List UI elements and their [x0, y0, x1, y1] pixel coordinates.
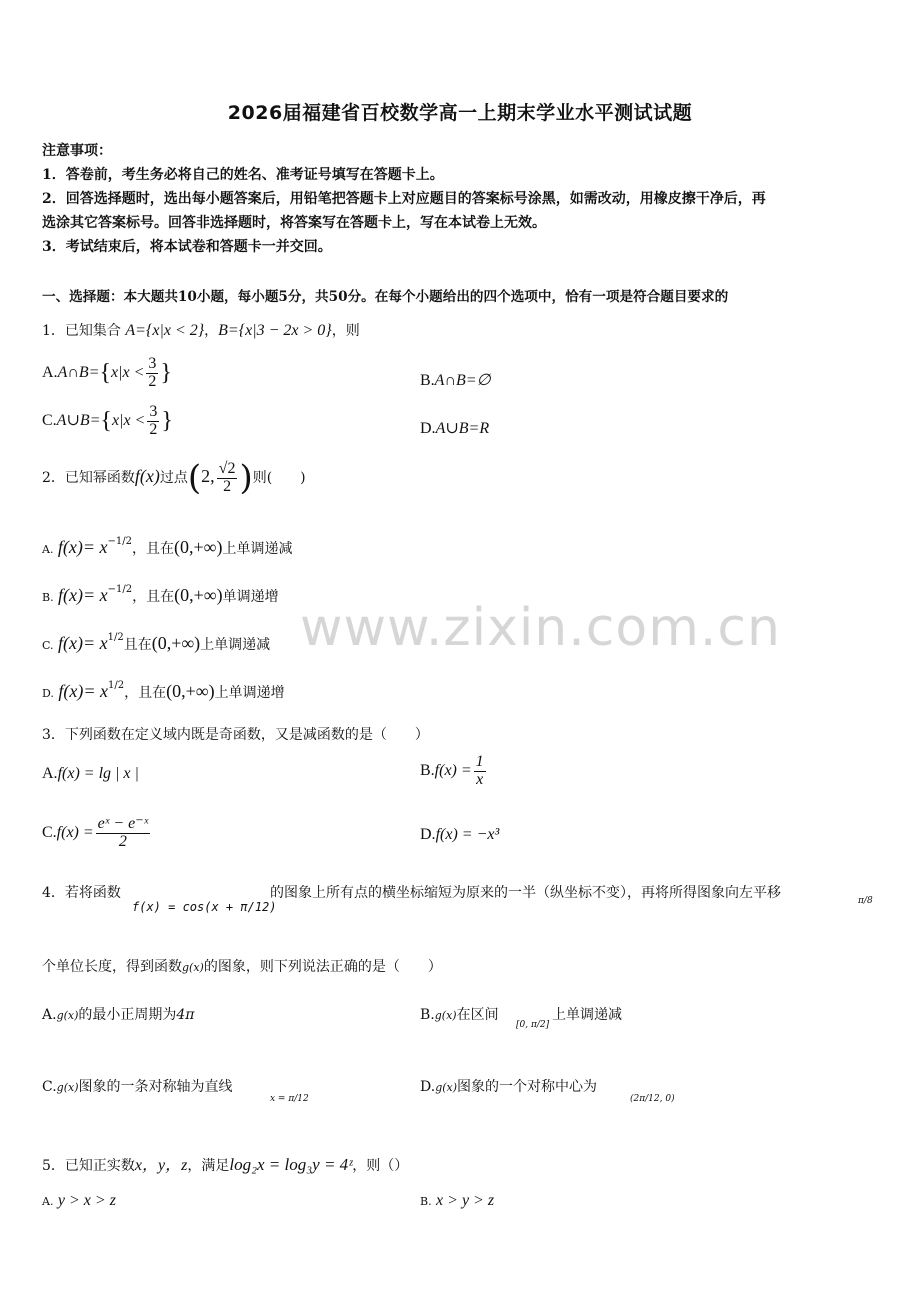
q2-d-tail: 上单调递增 [214, 685, 285, 701]
q1-d-expr: A∪B=R [435, 420, 490, 437]
q2-option-a [42, 536, 293, 558]
q2-option-b [42, 584, 279, 606]
q4-gx: g(x) [182, 961, 204, 974]
q4-option-d [420, 1076, 597, 1096]
q2-a-text: ，且在 [132, 541, 175, 557]
q1-option-c [42, 404, 173, 439]
q4-stem-2 [42, 956, 442, 976]
q1-a-label: A. [42, 363, 58, 381]
q3-option-a [42, 765, 139, 783]
q5-b-expr: x > y > z [436, 1192, 495, 1209]
q4-a-label: A. [42, 1007, 57, 1023]
q1-c-brace-close: } [161, 407, 173, 434]
q4-a-val: 4π [176, 1007, 195, 1023]
q1-a-fraction [146, 356, 158, 391]
q4-c-line: x = π/12 [270, 1094, 309, 1104]
q2-c-tail: 上单调递减 [200, 637, 271, 653]
q4-d-gx: g(x) [435, 1081, 458, 1094]
q4-function: f(x) = cos(x + π/12) [132, 900, 277, 914]
q1-c-frac-num: 3 [149, 403, 158, 420]
q4-b-label: B. [420, 1007, 435, 1023]
q5-equation: log₂x = log₃y = 4ᶻ [229, 1155, 353, 1174]
q4-text-1: 的图象上所有点的横坐标缩短为原来的一半（纵坐标不变），再将所得图象向左平移 [270, 885, 781, 901]
q3-b-den: x [476, 770, 484, 788]
q2-a-label: A. [42, 543, 54, 556]
q4-a-gx: g(x) [56, 1009, 79, 1022]
q3-c-num: eˣ − e⁻ˣ [97, 815, 149, 832]
q1-stem [42, 320, 360, 340]
q4-shift: π/8 [858, 896, 873, 906]
q4-text-3: 的图象，则下列说法正确的是（ ） [203, 959, 442, 975]
q2-b-interval: (0,+∞) [174, 585, 223, 605]
q4-option-b [420, 1004, 499, 1024]
q4-stem: 4．若将函数 [42, 885, 121, 901]
q1-c-expr: A∪B= [56, 411, 101, 429]
watermark: www.zixin.com.cn [300, 598, 781, 658]
q5-a-label: A. [42, 1195, 54, 1208]
q1-a-frac-den: 2 [148, 372, 157, 390]
q5-option-b [420, 1192, 494, 1210]
q3-option-c [42, 816, 152, 851]
q2-b-tail: 单调递增 [222, 589, 279, 605]
q1-option-d [420, 418, 489, 438]
q2-paren-open: ( [187, 458, 202, 498]
q2-d-text: ，且在 [124, 685, 167, 701]
q3-b-fraction [474, 754, 486, 789]
q1-c-label: C. [42, 411, 57, 429]
q1-set-a: A={x|x < 2} [125, 322, 205, 339]
q3-c-expr: f(x) = [56, 823, 94, 841]
q2-a-exp: −1/2 [107, 536, 133, 547]
q5-vars: x，y，z [134, 1157, 188, 1174]
q1-option-a [42, 356, 172, 391]
q2-b-fx: f(x)= x [58, 585, 108, 605]
q4-d-label: D. [420, 1079, 436, 1095]
q3-option-b [420, 754, 488, 789]
q2-fx: f(x) [134, 466, 160, 486]
q5-b-label: B. [420, 1195, 432, 1208]
q4-d-text: 图象的一个对称中心为 [457, 1079, 598, 1095]
q4-text-2: 个单位长度，得到函数 [42, 959, 182, 975]
q3-d-expr: f(x) = −x³ [435, 826, 500, 843]
q2-a-tail: 上单调递减 [222, 541, 293, 557]
q2-c-label: C. [42, 639, 54, 652]
notice-heading: 注意事项： [42, 143, 112, 159]
q1-b-label: B. [420, 372, 435, 389]
q4-c-gx: g(x) [56, 1081, 79, 1094]
q4-b-text: 在区间 [456, 1007, 499, 1023]
q3-d-label: D. [420, 826, 436, 843]
q4-c-label: C. [42, 1079, 57, 1095]
q3-a-expr: f(x) = lg | x | [57, 765, 139, 782]
q2-option-d [42, 680, 285, 702]
q1-c-set: x|x < [111, 411, 146, 429]
q3-b-expr: f(x) = [434, 761, 472, 779]
q2-point-fraction [217, 461, 238, 496]
q2-then: 则( ) [252, 470, 306, 486]
q1-c-fraction [147, 404, 159, 439]
q4-d-point: (2π/12, 0) [630, 1094, 675, 1104]
q1-set-b: B={x|3 − 2x > 0} [218, 322, 332, 339]
q1-d-label: D. [420, 420, 436, 437]
q1-a-expr: A∩B= [57, 363, 100, 381]
q1-option-b [420, 370, 491, 390]
q1-stem-text: 1．已知集合 [42, 323, 121, 339]
q3-c-fraction [96, 816, 150, 851]
q4-a-text: 的最小正周期为 [78, 1007, 177, 1023]
q4-b-interval: [0, π/2] [516, 1020, 550, 1030]
q5-stem-text: 5．已知正实数 [42, 1158, 135, 1174]
q2-a-fx: f(x)= x [57, 537, 108, 557]
q2-d-exp: 1/2 [108, 680, 125, 691]
q2-b-text: ，且在 [132, 589, 175, 605]
q1-b-expr: A∩B=∅ [434, 372, 491, 389]
exam-title: 2026届福建省百校数学高一上期末学业水平测试试题 [227, 102, 693, 124]
q2-d-fx: f(x)= x [58, 681, 109, 701]
q2-option-c [42, 632, 270, 654]
q2-c-text: 且在 [123, 637, 152, 653]
q2-paren-close: ) [239, 458, 253, 498]
q5-stem [42, 1152, 408, 1175]
q1-a-set: x|x < [111, 363, 145, 381]
q3-b-label: B. [420, 761, 435, 779]
q4-b-tail: 上单调递减 [552, 1007, 622, 1023]
section-heading: 一、选择题：本大题共10小题，每小题5分，共50分。在每个小题给出的四个选项中，恰有一项是符合题目要求的 [42, 289, 729, 305]
q2-d-label: D. [42, 687, 54, 700]
q1-a-brace-close: } [160, 359, 172, 386]
q5-then: ，则（） [352, 1158, 409, 1174]
q2-d-interval: (0,+∞) [166, 681, 215, 701]
notice-item-2b: 选涂其它答案标号。回答非选择题时，将答案写在答题卡上，写在本试卷上无效。 [42, 215, 546, 231]
q2-c-fx: f(x)= x [57, 633, 108, 653]
q4-c-text: 图象的一条对称轴为直线 [78, 1079, 233, 1095]
q2-through: 过点 [159, 470, 188, 486]
q4-option-c [42, 1076, 233, 1096]
q5-satisfy: ，满足 [187, 1158, 230, 1174]
q2-stem [42, 458, 306, 498]
notice-item-1: 1．答卷前，考生务必将自己的姓名、准考证号填写在答题卡上。 [42, 167, 444, 183]
q2-point-den: 2 [223, 477, 232, 495]
q3-c-label: C. [42, 823, 57, 841]
q1-tail: ，则 [331, 323, 360, 339]
q1-c-brace-open: { [100, 407, 112, 434]
q2-point-a: 2, [201, 466, 215, 486]
q1-comma: ， [204, 323, 219, 339]
q2-c-exp: 1/2 [107, 632, 124, 643]
q3-stem: 3．下列函数在定义域内既是奇函数，又是减函数的是（ ） [42, 727, 429, 743]
q3-a-label: A. [42, 765, 58, 782]
notice-item-3: 3．考试结束后，将本试卷和答题卡一并交回。 [42, 239, 332, 255]
q1-a-brace-open: { [99, 359, 111, 386]
q3-option-d [420, 826, 499, 844]
notice-item-2a: 2．回答选择题时，选出每小题答案后，用铅笔把答题卡上对应题目的答案标号涂黑，如需改动，用橡皮擦干净后，再 [42, 191, 766, 207]
q5-a-expr: y > x > z [57, 1192, 116, 1209]
q1-c-frac-den: 2 [149, 420, 158, 438]
q2-a-interval: (0,+∞) [174, 537, 223, 557]
q5-option-a [42, 1192, 116, 1210]
q3-c-den: 2 [118, 832, 127, 850]
q1-a-frac-num: 3 [148, 355, 157, 372]
q2-b-label: B. [42, 591, 54, 604]
q4-b-gx: g(x) [434, 1009, 457, 1022]
q2-point-num: √2 [218, 459, 236, 477]
q4-option-a [42, 1004, 195, 1024]
q2-c-interval: (0,+∞) [151, 633, 201, 653]
q2-stem-text: 2．已知幂函数 [42, 470, 135, 486]
q3-b-num: 1 [475, 753, 484, 770]
q2-b-exp: −1/2 [107, 584, 133, 595]
